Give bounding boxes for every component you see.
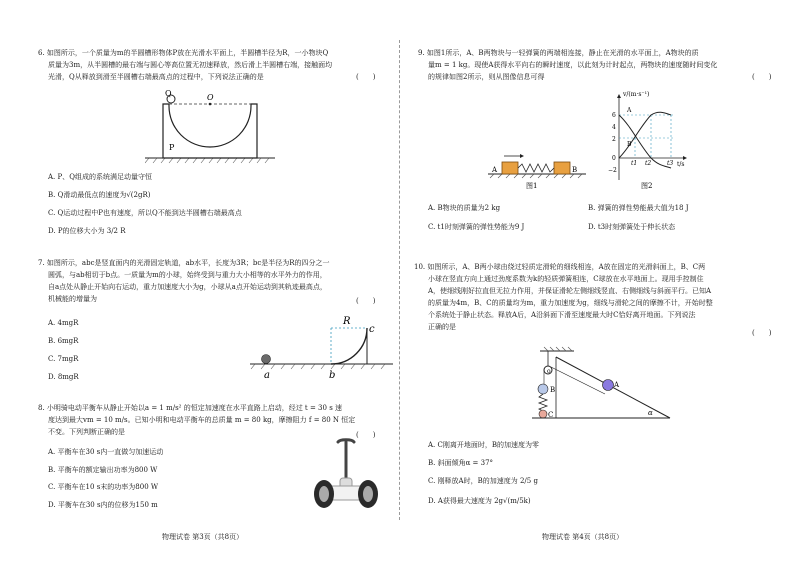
q9-graph-t3: t3 (667, 160, 674, 167)
q7-label-a: a (264, 370, 270, 381)
q8-text-1: 8. 小明骑电动平衡车从静止开始以a = 1 m/s² 的恒定加速度在水平直路上启动，经过 t = 30 s 速 (38, 404, 343, 412)
q9-option-b[interactable]: B. 弹簧的弹性势能最大值为18 J (588, 204, 689, 212)
q7-text-1: 7. 如图所示，abc是竖直面内的光滑固定轨道，ab水平，长度为3R；bc是半径为R的四分之一 (38, 259, 330, 267)
q7-text-3: 自a点处从静止开始向右运动，重力加速度大小为g，小球从a点开始运动到其轨迹最高点， (48, 283, 327, 291)
q8-option-b[interactable]: B. 平衡车的额定输出功率为800 W (48, 466, 158, 474)
q6-option-d[interactable]: D. P的位移大小为 3/2 R (48, 227, 126, 235)
q10-option-c[interactable]: C. 刚释放A时，B的加速度为 2/5 g (428, 477, 538, 485)
q9-option-a[interactable]: A. B物块的质量为2 kg (428, 204, 501, 212)
q10-text-2: 小球在竖直方向上通过劲度系数为k的轻质弹簧相连，C球放在水平地面上。现用手控制住 (428, 275, 704, 283)
q8-text-3: 不变。下列判断正确的是 (48, 428, 125, 436)
q7-label-r: R (343, 316, 351, 327)
q10-label-alpha: α (648, 409, 653, 417)
q9-graph-ylabel: v/(m·s⁻¹) (623, 91, 650, 98)
q10-text-4: 的质量为4m，B、C的质量均为m，重力加速度为g，细线与滑轮之间的摩擦不计，开始时整 (428, 299, 713, 307)
q7-text-4: 机械能的增量为 (48, 295, 97, 303)
q7-option-a[interactable]: A. 4mgR (48, 319, 79, 327)
q10-label-b: B (550, 386, 556, 394)
q10-option-b[interactable]: B. 斜面倾角α = 37° (428, 459, 494, 467)
q7-label-c: c (369, 324, 375, 335)
q9-graph-tick-6: 6 (612, 112, 616, 119)
q10-label-pulley-o: o (547, 368, 551, 375)
q9-text-2: 量m = 1 kg。现使A获得水平向右的瞬时速度，以此刻为计时起点，两物块的速度随时间变化 (428, 61, 718, 69)
q10-label-c: C (548, 411, 554, 419)
q7-option-d[interactable]: D. 8mgR (48, 373, 79, 381)
right-page-footer: 物理试卷 第4页（共8页） (542, 533, 624, 541)
q7-label-b: b (329, 370, 336, 381)
q9-fig1-caption: 图1 (526, 182, 538, 190)
q10-text-6: 正确的是 (428, 323, 456, 331)
q10-label-a: A (614, 381, 620, 389)
q9-graph-t1: t1 (631, 160, 638, 167)
q10-option-a[interactable]: A. C刚离开地面时，B的加速度为零 (428, 441, 540, 449)
q10-answer-bracket: ( ) (752, 329, 772, 337)
q9-text-3: 的规律如图2所示，则从图像信息可得 (428, 73, 545, 81)
q6-answer-bracket: ( ) (356, 73, 376, 81)
q8-text-2: 度达到最大vm = 10 m/s。已知小明和电动平衡车的总质量 m = 80 kg，摩擦阻力 f = 80 N 恒定 (48, 416, 356, 424)
q9-fig1-label-a: A (492, 166, 498, 174)
left-page-footer: 物理试卷 第3页（共8页） (162, 533, 244, 541)
q8-option-d[interactable]: D. 平衡车在30 s内的位移为150 m (48, 501, 158, 509)
q9-option-c[interactable]: C. t1时刻弹簧的弹性势能为9 J (428, 223, 525, 231)
q10-figure (530, 345, 680, 423)
q9-graph-xlabel: t/s (677, 161, 685, 168)
q9-fig2-caption: 图2 (641, 182, 653, 190)
q7-figure (245, 310, 395, 385)
q10-text-3: A，使细线刚好拉直但无拉力作用，并保证滑轮左侧细线竖直、右侧细线与斜面平行。已知A (428, 287, 712, 295)
q9-graph-tick-0: 0 (612, 155, 616, 162)
right-page (400, 0, 800, 565)
q9-graph-tick-2: 2 (612, 136, 616, 143)
q9-fig1-label-b: B (572, 166, 578, 174)
q7-text-2: 圆弧，与ab相切于b点。一质量为m的小球，始终受到与重力大小相等的水平外力的作用， (48, 271, 327, 279)
q8-option-a[interactable]: A. 平衡车在30 s内一直做匀加速运动 (48, 448, 164, 456)
q9-graph-tick-4: 4 (612, 124, 616, 131)
q6-figure (145, 88, 275, 168)
q9-figure-1 (488, 140, 588, 190)
q6-text-3: 光滑，Q从释放到滑至半圆槽右端最高点的过程中，下列说法正确的是 (48, 73, 264, 81)
q9-graph-label-a: A (627, 107, 632, 114)
q6-option-a[interactable]: A. P、Q组成的系统满足动量守恒 (48, 173, 152, 181)
q7-option-b[interactable]: B. 6mgR (48, 337, 79, 345)
q7-option-c[interactable]: C. 7mgR (48, 355, 79, 363)
q6-label-q: Q (165, 89, 172, 98)
q6-text-1: 6. 如图所示，一个质量为m的半圆槽形物体P放在光滑水平面上，半圆槽半径为R，一小物块Q (38, 49, 329, 57)
q9-text-1: 9. 如图1所示，A、B两物块与一轻弹簧的两端相连接，静止在光滑的水平面上，A物块的质 (418, 49, 699, 57)
q10-option-d[interactable]: D. A获得最大速度为 2g√(m/5k) (428, 497, 531, 505)
q9-answer-bracket: ( ) (752, 73, 772, 81)
q6-label-o: O (207, 93, 214, 102)
q6-option-c[interactable]: C. Q运动过程中P也有速度，所以Q不能到达半圆槽右端最高点 (48, 209, 242, 217)
q10-text-5: 个系统处于静止状态。释放A后，A沿斜面下滑至速度最大时C恰好离开地面。下列说法 (428, 311, 696, 319)
q8-balance-scooter-image (310, 438, 382, 513)
q6-label-p: P (169, 143, 175, 152)
q8-option-c[interactable]: C. 平衡车在10 s末的功率为800 W (48, 483, 159, 491)
q9-graph-label-b: B (627, 141, 632, 148)
q10-text-1: 10. 如图所示，A、B两小球由绕过轻质定滑轮的细线相连，A放在固定的光滑斜面上，B、C两 (414, 263, 706, 271)
q9-figure-2-graph (605, 88, 695, 193)
q7-answer-bracket: ( ) (356, 297, 376, 305)
q8-answer-bracket: ( ) (356, 431, 376, 439)
q9-graph-tick-neg2: −2 (608, 167, 617, 174)
q6-text-2: 质量为3m，从半圆槽的最右端与圆心等高位置无初速释放，然后滑上半圆槽右端，接触面均 (48, 61, 333, 69)
q9-option-d[interactable]: D. t3时刻弹簧处于伸长状态 (588, 223, 676, 231)
q6-option-b[interactable]: B. Q滑动最低点的速度为√(2gR) (48, 191, 151, 199)
q9-graph-t2: t2 (645, 160, 652, 167)
